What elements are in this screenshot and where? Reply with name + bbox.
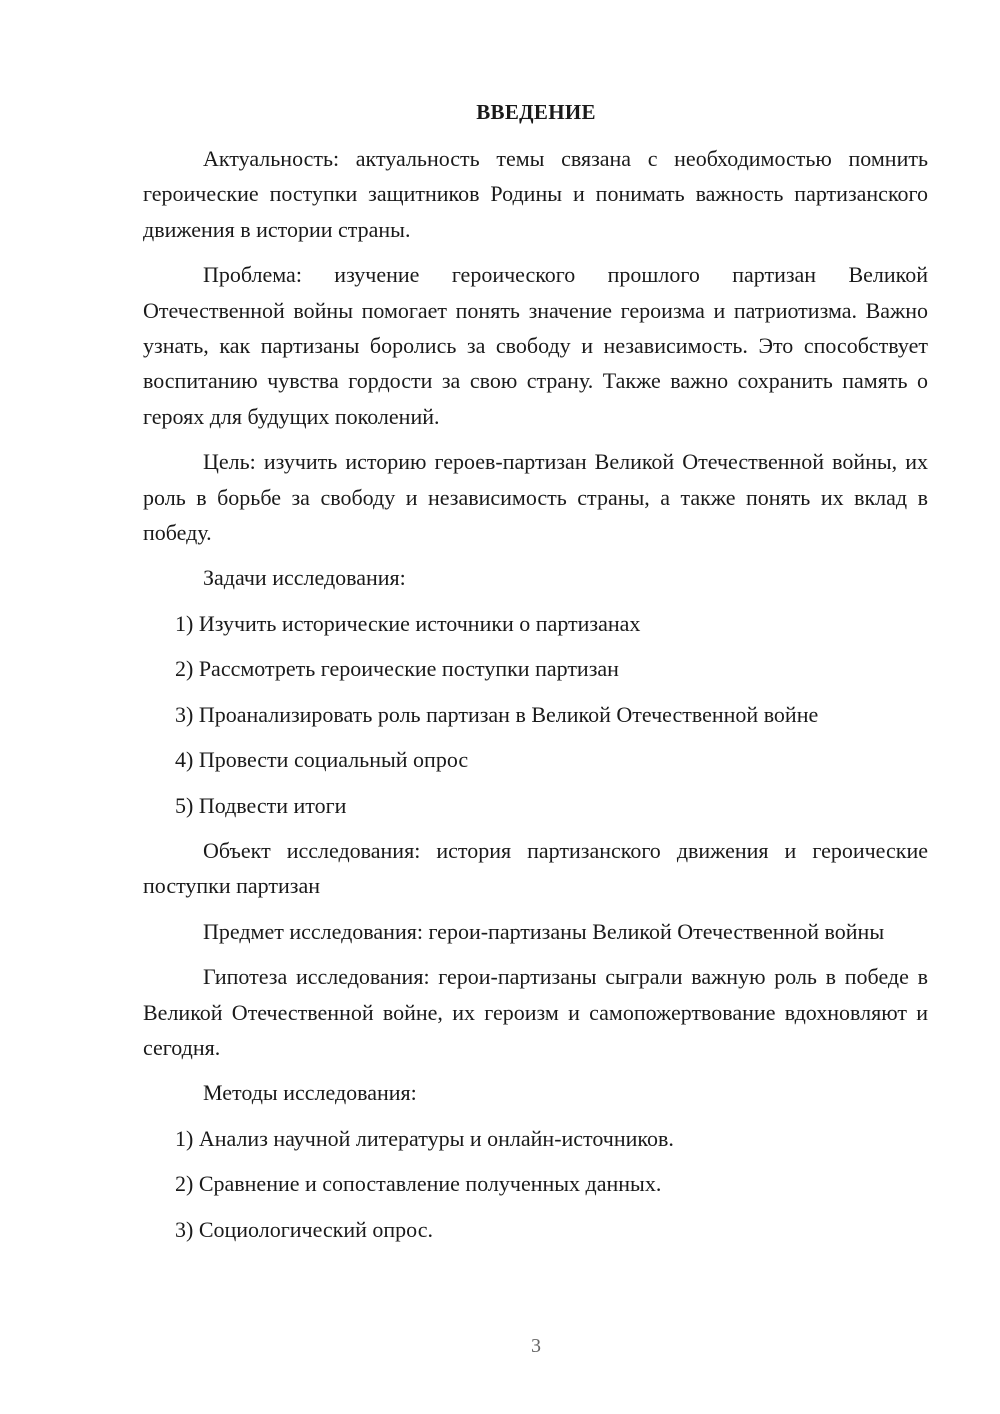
task-item: 2) Рассмотреть героические поступки партизан xyxy=(175,656,619,682)
section-heading: ВВЕДЕНИЕ xyxy=(476,100,596,124)
relevance-paragraph: Актуальность: актуальность темы связана с необходимостью помнить героические поступки защитников Родины и понимать важность партизанского движения в истории страны. xyxy=(143,146,928,242)
body-text xyxy=(143,141,928,1257)
task-item: 5) Подвести итоги xyxy=(175,792,347,818)
page-number: 3 xyxy=(531,1335,541,1357)
hypothesis-paragraph: Гипотеза исследования: герои-партизаны сыграли важную роль в победе в Великой Отечественной войне, их героизм и самопожертвование вдохновляют и сегодня. xyxy=(143,964,928,1060)
method-item: 3) Социологический опрос. xyxy=(175,1216,433,1242)
methods-heading: Методы исследования: xyxy=(203,1080,417,1106)
subject-paragraph: Предмет исследования: герои-партизаны Великой Отечественной войны xyxy=(203,918,885,944)
tasks-heading: Задачи исследования: xyxy=(203,565,406,591)
goal-paragraph: Цель: изучить историю героев-партизан Великой Отечественной войны, их роль в борьбе за свободу и независимость страны, а также понять их вклад в победу. xyxy=(143,449,928,546)
task-item: 1) Изучить исторические источники о партизанах xyxy=(175,610,641,636)
problem-paragraph: Проблема: изучение героического прошлого партизан Великой Отечественной войны помогает понять значение героизма и патриотизма. Важно узнать, как партизаны боролись за свободу и независимость. Это способствует воспитанию чувства гордости за свою страну. Также важно сохранить память о героях для будущих поколений. xyxy=(143,262,928,429)
methods-list xyxy=(143,1121,928,1247)
method-item: 1) Анализ научной литературы и онлайн-источников. xyxy=(175,1125,674,1151)
task-item: 3) Проанализировать роль партизан в Великой Отечественной войне xyxy=(175,701,819,727)
object-paragraph: Объект исследования: история партизанского движения и героические поступки партизан xyxy=(143,837,928,899)
method-item: 2) Сравнение и сопоставление полученных данных. xyxy=(175,1171,662,1197)
tasks-list xyxy=(143,606,928,823)
task-item: 4) Провести социальный опрос xyxy=(175,747,469,773)
